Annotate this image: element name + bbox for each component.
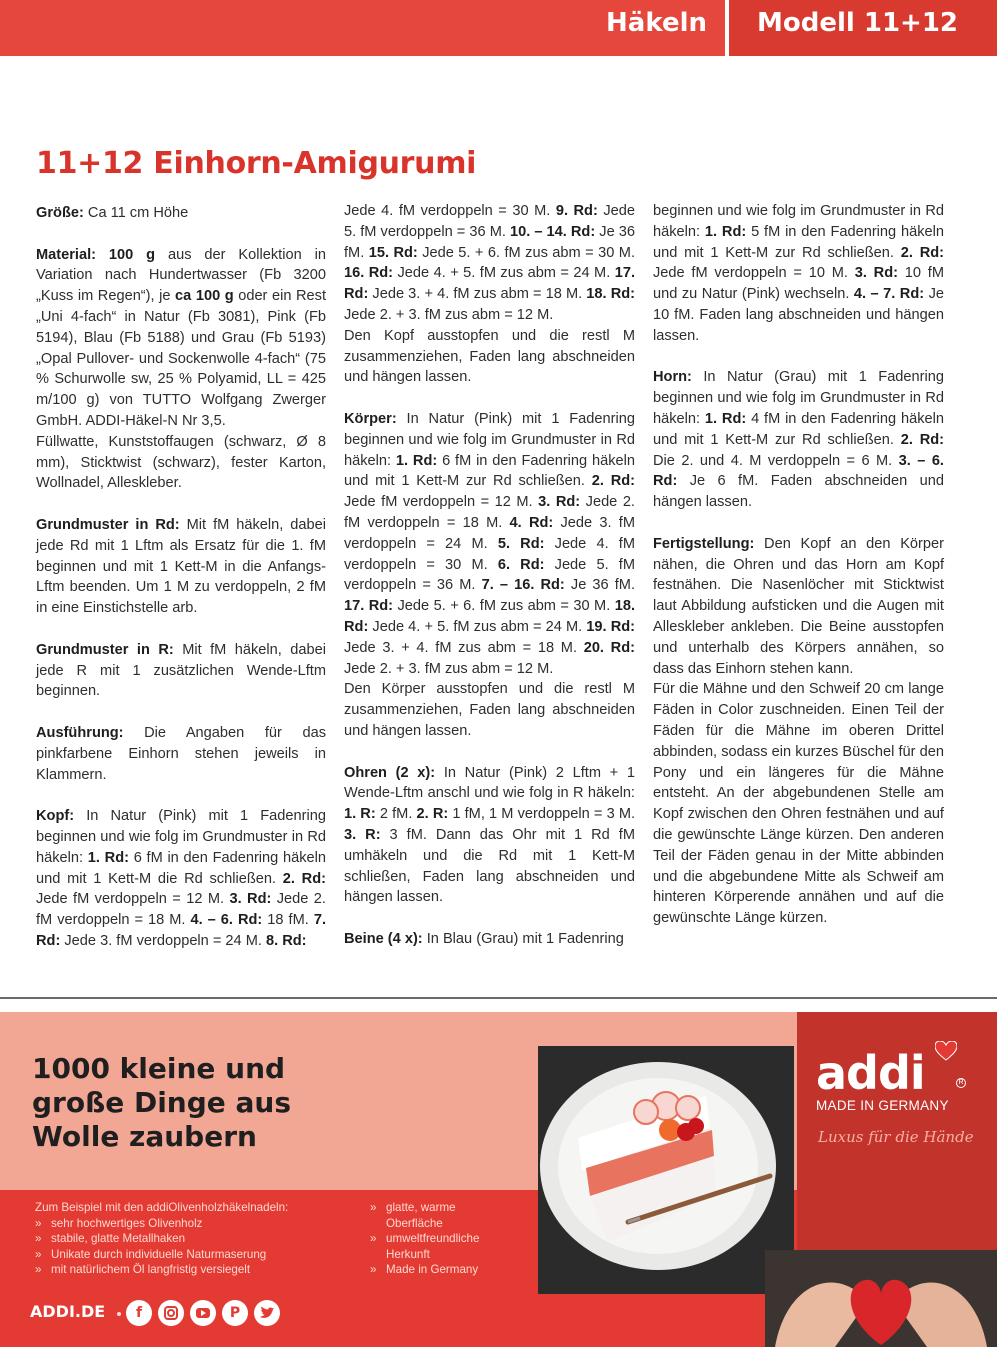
list-item: » stabile, glatte Metallhaken — [35, 1231, 288, 1247]
list-item: » glatte, warme — [370, 1200, 479, 1216]
kopf-continued-paragraph — [344, 201, 635, 326]
feature-list-left — [35, 1200, 288, 1278]
round-label: 3. Rd: — [538, 494, 581, 511]
kopf-finish-paragraph: Den Kopf ausstopfen und die restl M zusammenziehen, Faden lang abschneiden und hängen lassen. — [344, 327, 635, 386]
size-label: Größe: — [36, 205, 84, 221]
round-label: 1. Rd: — [704, 223, 747, 240]
grundmuster-rd-label: Grundmuster in Rd: — [36, 516, 180, 533]
addi-advertisement[interactable] — [0, 1012, 997, 1347]
ohren-text: In Natur (Pink) 2 Lftm + 1 Wende-Lftm anschl und wie folg in R häkeln: — [344, 764, 635, 802]
round-label: 3. Rd: — [229, 891, 272, 908]
round-label: 3. – 6. Rd: — [653, 452, 944, 490]
material-text: aus der Kollektion in Variation nach Hundertwasser (Fb 3200 „Kuss im Regen“), je — [36, 246, 326, 305]
instagram-icon[interactable] — [158, 1300, 184, 1326]
round-label: 18. Rd: — [586, 286, 636, 303]
koerper-paragraph — [344, 409, 635, 679]
round-label: 1. Rd: — [395, 452, 438, 469]
list-item: » umweltfreundliche — [370, 1231, 479, 1247]
list-item-continuation: Herkunft — [386, 1247, 430, 1261]
text-column-3 — [653, 201, 944, 929]
section-divider — [0, 997, 997, 999]
kopf-text: 6 fM in den Fadenring häkeln und mit 1 Kett-M die Rd schließen. — [36, 849, 326, 887]
round-label: 19. Rd: — [586, 618, 636, 635]
koerper-text: Jede 4. fM verdoppeln = 30 M. — [344, 535, 635, 573]
fertigstellung-paragraph — [653, 534, 944, 680]
grundmuster-r-paragraph — [36, 640, 326, 702]
round-label: 8. Rd: — [265, 932, 307, 949]
kopf-text: Jede 2. + 3. fM zus abm = 12 M. — [344, 306, 554, 323]
facebook-icon[interactable]: f — [126, 1300, 152, 1326]
separator-dot — [117, 1312, 121, 1316]
ohren-label: Ohren (2 x): — [344, 764, 436, 781]
round-label: 2. Rd: — [591, 473, 636, 490]
koerper-text: Jede 3. fM verdoppeln = 24 M. — [344, 514, 635, 552]
kopf-text: Jede 2. fM verdoppeln = 18 M. — [36, 891, 326, 929]
beine-paragraph — [344, 929, 635, 950]
koerper-text: Je 36 fM. — [564, 577, 636, 594]
round-label: 7. Rd: — [36, 912, 326, 949]
hands-heart-illustration — [765, 1250, 997, 1347]
koerper-text: Jede 3. + 4. fM zus abm = 18 M. — [344, 639, 584, 656]
kopf-text: Jede 4. fM verdoppeln = 30 M. — [344, 203, 556, 219]
beine-text: 5 fM in den Fadenring häkeln und mit 1 Kett-M zur Rd schließen. — [653, 223, 944, 261]
koerper-text: Jede 5. + 6. fM zus abm = 30 M. — [393, 598, 615, 615]
kopf-text: Jede 3. fM verdoppeln = 24 M. — [60, 932, 266, 949]
row-label: 2. R: — [416, 806, 449, 823]
round-label: 3. Rd: — [854, 265, 898, 282]
round-label: 2. Rd: — [282, 870, 326, 887]
heart-hands-photo — [765, 1250, 997, 1347]
grundmuster-r-text: Mit fM häkeln, dabei jede R mit 1 zusätzlichen Wende-Lftm beginnen. — [36, 641, 326, 700]
beine-label: Beine (4 x): — [344, 930, 423, 947]
feature-list-right — [370, 1200, 479, 1278]
fertigstellung-text: Den Kopf an den Körper nähen, die Ohren und das Horn am Kopf festnähen. Die Nasenlöcher mit Sticktwist laut Abbildung aufsticken und die Augen mit Alleskleber ankleben. Die Beine ausstopfen und unterhalb des Körpers annähen, so dass das Einhorn stehen kann. — [653, 535, 944, 677]
material-amount: 100 g — [108, 246, 156, 263]
koerper-text: Jede 2. fM verdoppeln = 18 M. — [344, 494, 635, 531]
material-text — [96, 247, 109, 263]
horn-paragraph — [653, 367, 944, 513]
round-label: 7. – 16. Rd: — [481, 577, 565, 594]
grundmuster-rd-text: Mit fM häkeln, dabei jede Rd mit 1 Lftm als Ersatz für die 1. fM beginnen und mit 1 Kett-M in die Anfangs-Lftm beenden. Um 1 M zu verdoppeln, 2 fM in eine Einstichstelle arb. — [36, 516, 326, 617]
size-text: Ca 11 cm Höhe — [83, 205, 189, 221]
koerper-text: In Natur (Pink) mit 1 Fadenring beginnen und wie folg im Grundmuster in Rd häkeln: — [344, 410, 635, 469]
ohren-text: 2 fM. — [375, 806, 417, 823]
material-paragraph — [36, 245, 326, 432]
registered-icon: R — [956, 1078, 966, 1088]
list-item: » Unikate durch individuelle Naturmaserung — [35, 1247, 288, 1263]
list-item-continuation: Oberfläche — [386, 1216, 443, 1230]
kopf-text: Jede 4. + 5. fM zus abm = 24 M. — [393, 265, 615, 282]
round-label: 17. Rd: — [344, 598, 394, 615]
size-paragraph — [36, 203, 326, 224]
ad-headline-line: Wolle zaubern — [32, 1120, 257, 1153]
round-label: 16. Rd: — [344, 265, 394, 282]
twitter-icon[interactable] — [254, 1300, 280, 1326]
text-column-1 — [36, 203, 326, 952]
header-category-bar — [0, 0, 725, 56]
addi-logo: addi — [816, 1046, 925, 1100]
ohren-text: 1 fM, 1 M verdoppeln = 3 M. — [448, 806, 636, 823]
header-category: Häkeln — [606, 8, 707, 38]
feature-intro: Zum Beispiel mit den addiOlivenholzhäkelnadeln: — [35, 1201, 289, 1214]
kopf-text: Jede 3. + 4. fM zus abm = 18 M. — [368, 286, 587, 303]
horn-text: Je 6 fM. Faden abschneiden und hängen lassen. — [653, 473, 944, 511]
crochet-cake-photo — [538, 1046, 794, 1294]
material-extras: Füllwatte, Kunststoffaugen (schwarz, Ø 8 mm), Sticktwist (schwarz), fester Karton, Wollnadel, Alleskleber. — [36, 433, 326, 492]
round-label: 17. Rd: — [344, 265, 636, 303]
round-label: 5. Rd: — [497, 535, 545, 552]
grundmuster-rd-paragraph — [36, 515, 326, 619]
round-label: 1. Rd: — [87, 849, 129, 866]
kopf-text: Jede fM verdoppeln = 12 M. — [36, 891, 230, 908]
round-label: 15. Rd: — [368, 244, 418, 261]
round-label: 6. Rd: — [497, 556, 545, 573]
beine-text: beginnen und wie folg im Grundmuster in Rd häkeln: — [653, 203, 944, 240]
round-label: 20. Rd: — [583, 639, 635, 656]
koerper-finish-paragraph: Den Körper ausstopfen und die restl M zusammenziehen, Faden lang abschneiden und hängen lassen. — [344, 681, 635, 739]
horn-text: In Natur (Grau) mit 1 Fadenring beginnen und wie folg im Grundmuster in Rd häkeln: — [653, 369, 944, 427]
koerper-text: Jede 2. + 3. fM zus abm = 12 M. — [344, 660, 554, 677]
koerper-text: Jede 4. + 5. fM zus abm = 24 M. — [368, 618, 587, 635]
list-item: » Made in Germany — [370, 1262, 479, 1278]
round-label: 4. Rd: — [509, 514, 554, 531]
kopf-label: Kopf: — [36, 808, 75, 825]
kopf-text: 18 fM. — [262, 912, 314, 929]
ohren-text: 3 fM. Dann das Ohr mit 1 Rd fM umhäkeln und die Rd mit 1 Kett-M schließen, Faden lang abschneiden und hängen lassen. — [344, 826, 635, 906]
row-label: 3. R: — [344, 826, 381, 843]
material-text: oder ein Rest „Uni 4-fach“ in Natur (Fb 3081), Pink (Fb 5194), Blau (Fb 5188) und Grau (Fb 5193) „Opal Pullover- und Sockenwolle 4-fach“ (75 % Schurwolle sw, 25 % Polyamid, LL = 425 m/100 g) von TUTTO Wolfgang Zwerger GmbH. ADDI-Häkel-N Nr 3,5. — [36, 288, 327, 429]
beine-text: In Blau (Grau) mit 1 Fadenring — [422, 930, 624, 947]
heart-icon — [935, 1041, 957, 1061]
material-label: Material: — [36, 246, 97, 263]
ausfuehrung-label: Ausführung: — [36, 724, 124, 741]
brand-slogan: Luxus für die Hände — [818, 1128, 974, 1146]
grundmuster-r-label: Grundmuster in R: — [36, 641, 174, 658]
material-amount: ca 100 g — [175, 288, 234, 305]
beine-text: Je 10 fM. Faden lang abschneiden und hängen lassen. — [653, 286, 945, 344]
koerper-label: Körper: — [344, 410, 397, 427]
beine-continued-paragraph — [653, 201, 944, 347]
horn-label: Horn: — [653, 369, 692, 386]
maehne-paragraph: Für die Mähne und den Schweif 20 cm lange Fäden in Color zuschneiden. Einen Teil der Fäden für die Mähne im oberen Drittel abbinden, sodass ein kurzes Büschel für den Pony und ein längeres für die Mähne entsteht. An der abgebundenen Stelle am Kopf zwischen den Ohren festnähen und auf die gewünschte Länge kürzen. Den anderen Teil der Fäden genau in der Mitte abbinden und die abgebundene Mitte als Schweif am hinteren Körperende annähen und auf die gewünschte Länge kürzen. — [653, 681, 944, 927]
kopf-text: Je 36 fM. — [344, 223, 635, 261]
pinterest-icon[interactable]: P — [222, 1300, 248, 1326]
cake-illustration — [538, 1046, 794, 1294]
fertigstellung-label: Fertigstellung: — [653, 535, 755, 552]
horn-text: Die 2. und 4. M verdoppeln = 6 M. — [653, 452, 899, 469]
list-item: » mit natürlichem Öl langfristig versiegelt — [35, 1262, 288, 1278]
round-label: 18. Rd: — [344, 598, 636, 635]
horn-text: 4 fM in den Fadenring häkeln und mit 1 Kett-M zur Rd schließen. — [653, 410, 944, 448]
ausfuehrung-paragraph — [36, 723, 326, 785]
kopf-text: Jede 5. + 6. fM zus abm = 30 M. — [417, 244, 635, 261]
ohren-paragraph — [344, 763, 635, 909]
row-label: 1. R: — [344, 806, 376, 823]
round-label: 4. – 6. Rd: — [190, 912, 263, 929]
round-label: 4. – 7. Rd: — [853, 286, 925, 303]
text-column-2 — [344, 201, 635, 950]
kopf-text: In Natur (Pink) mit 1 Fadenring beginnen und wie folg im Grundmuster in Rd häkeln: — [36, 808, 326, 866]
round-label: 10. – 14. Rd: — [509, 223, 596, 240]
beine-text: 10 fM und zu Natur (Pink) wechseln. — [653, 265, 944, 303]
koerper-text: Jede fM verdoppeln = 12 M. — [344, 494, 539, 511]
round-label: 2. Rd: — [900, 431, 945, 448]
koerper-text: Jede 5. fM verdoppeln = 36 M. — [344, 556, 635, 594]
koerper-text: 6 fM in den Fadenring häkeln und mit 1 Kett-M zur Rd schließen. — [344, 452, 635, 490]
youtube-icon[interactable] — [190, 1300, 216, 1326]
ad-headline — [32, 1052, 352, 1154]
round-label: 2. Rd: — [900, 244, 945, 261]
header-model: Modell 11+12 — [757, 8, 959, 38]
header-model-bar — [729, 0, 997, 56]
list-item: » sehr hochwertiges Olivenholz — [35, 1216, 288, 1232]
kopf-text: Jede 5. fM verdoppeln = 36 M. — [344, 203, 636, 240]
ad-headline-line: 1000 kleine und — [32, 1052, 286, 1085]
website-link[interactable]: ADDI.DE — [30, 1302, 106, 1321]
page-title: 11+12 Einhorn-Amigurumi — [36, 146, 477, 181]
kopf-paragraph — [36, 806, 326, 952]
round-label: 1. Rd: — [704, 410, 747, 427]
ad-headline-line: große Dinge aus — [32, 1086, 292, 1119]
made-in-germany: MADE IN GERMANY — [816, 1098, 949, 1113]
round-label: 9. Rd: — [555, 203, 598, 219]
beine-text: Jede fM verdoppeln = 10 M. — [653, 265, 855, 282]
ausfuehrung-text: Die Angaben für das pinkfarbene Einhorn stehen jeweils in Klammern. — [36, 724, 326, 783]
